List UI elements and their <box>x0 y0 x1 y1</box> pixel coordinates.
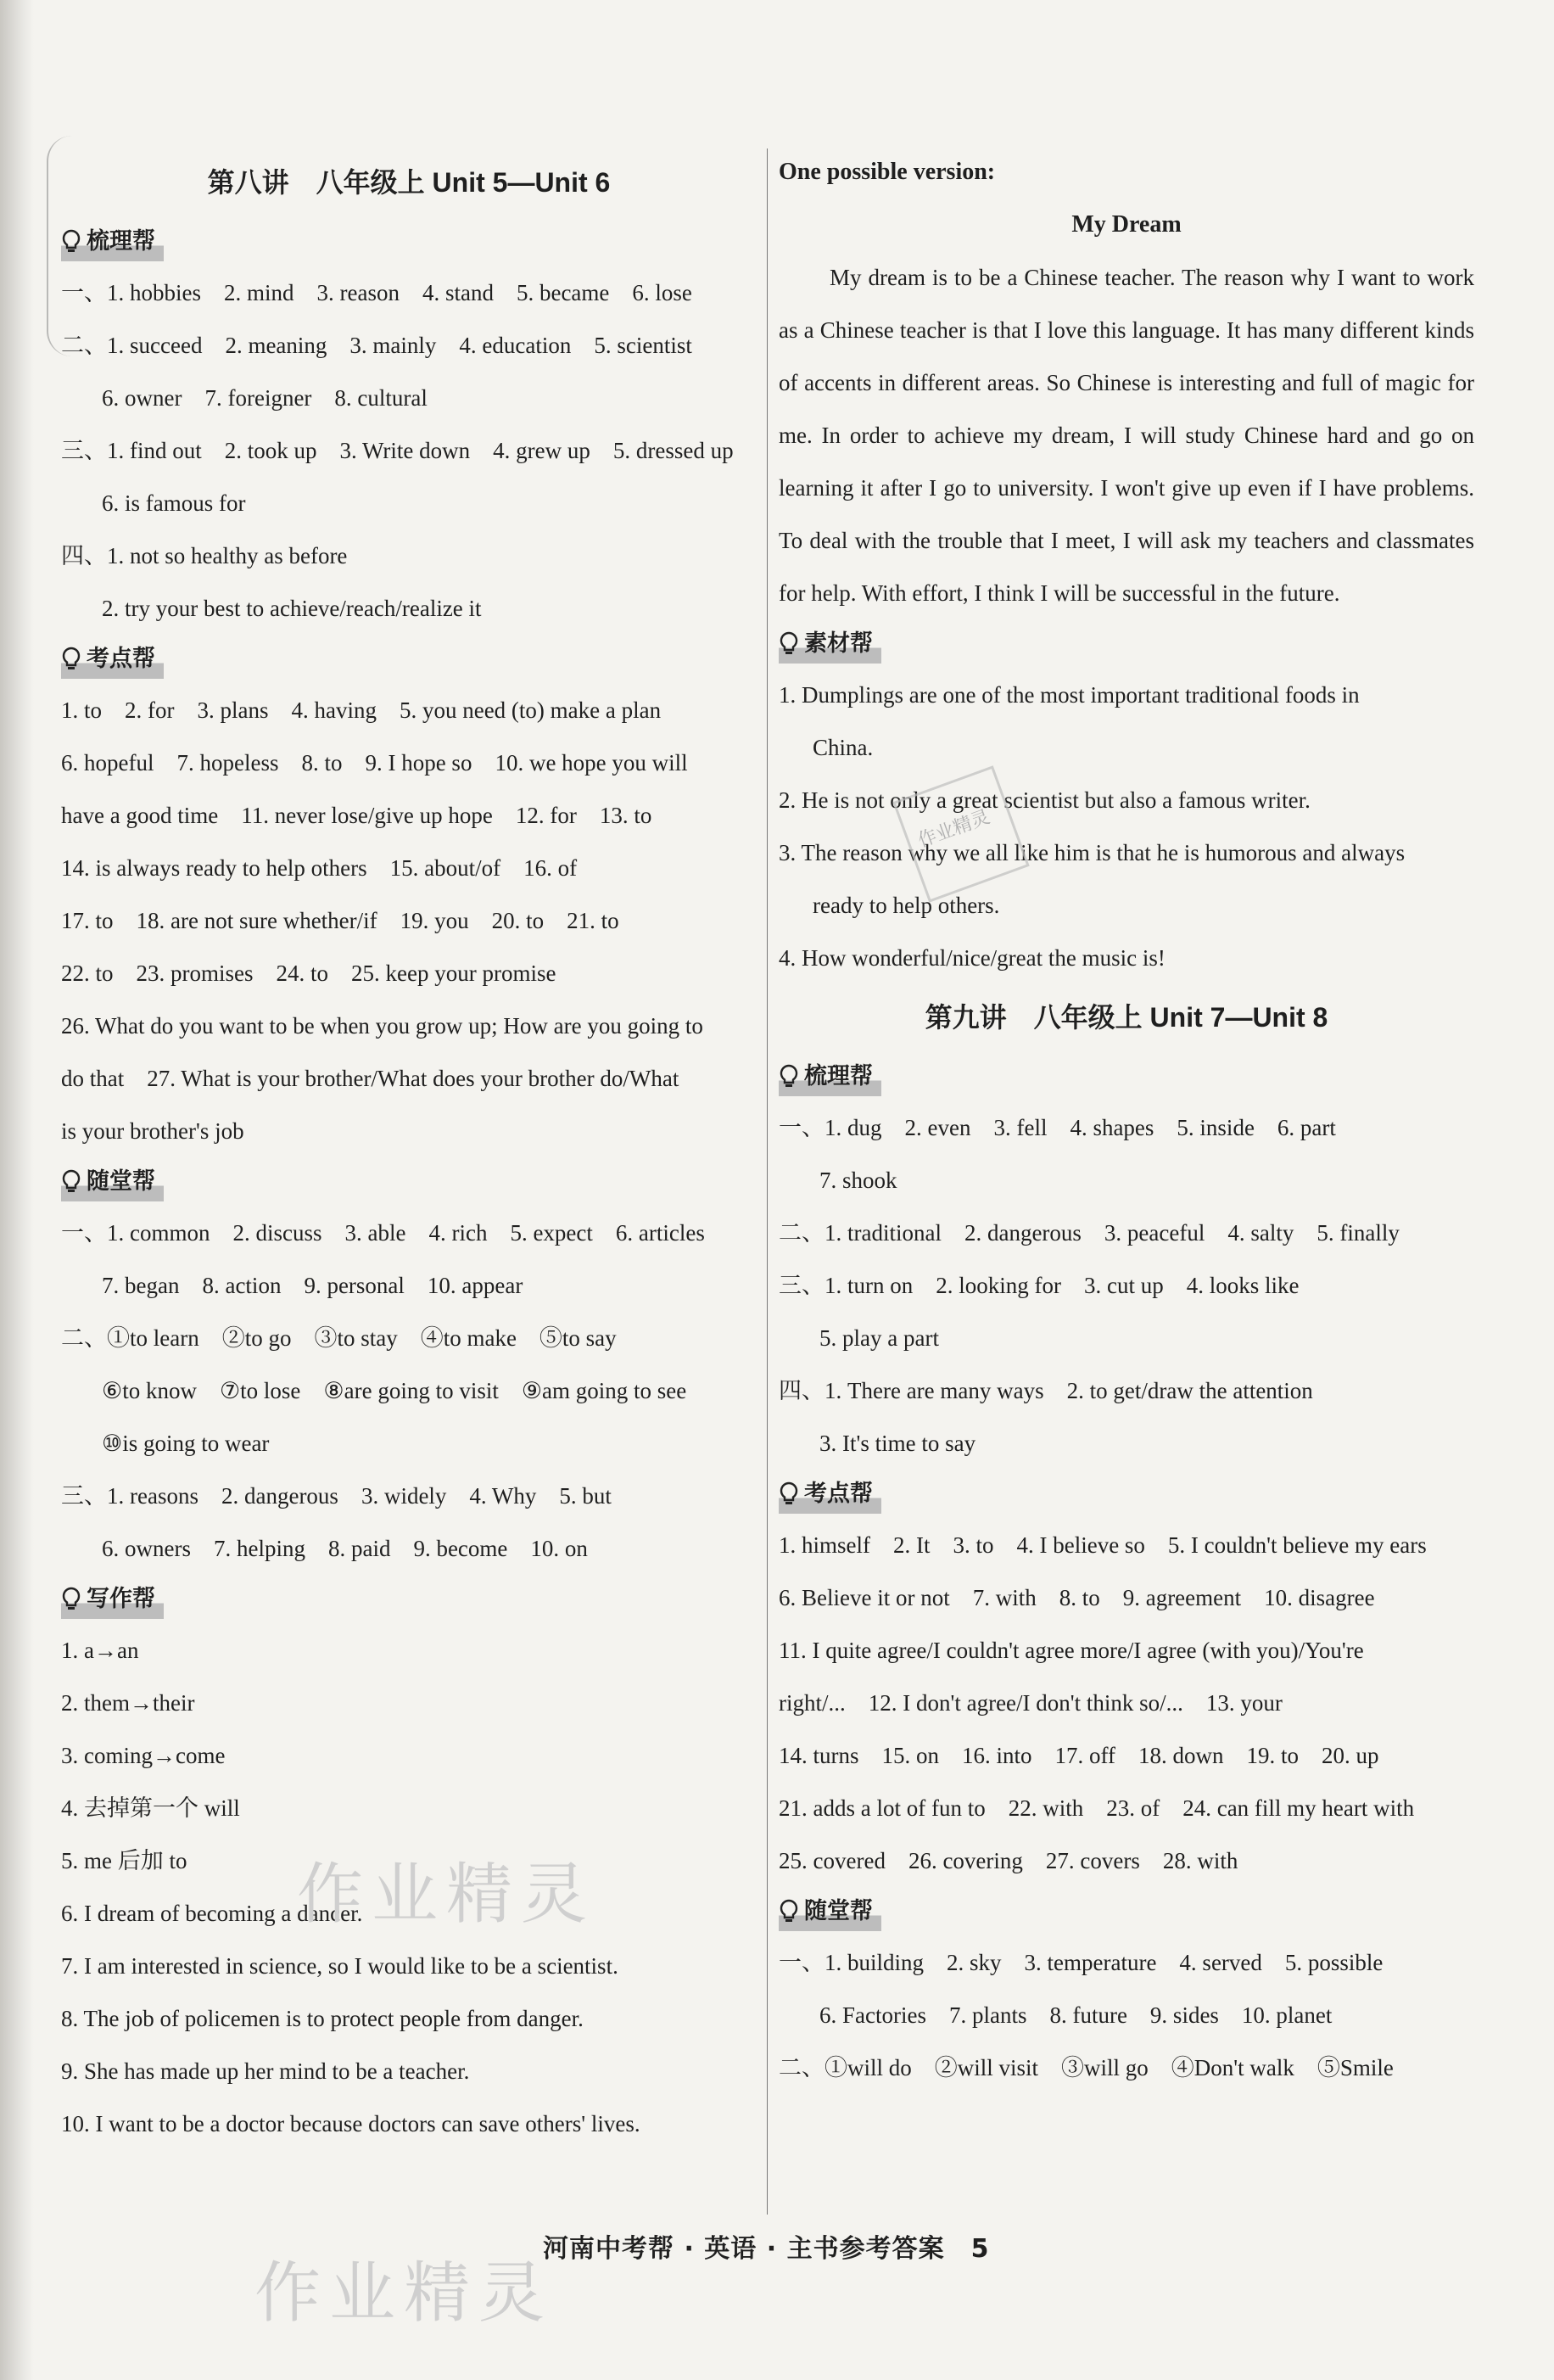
section-label: 考点帮 <box>87 646 155 672</box>
section-badge-shulibang <box>779 1057 881 1096</box>
section-label: 考点帮 <box>804 1481 873 1507</box>
answer-line: 6. Factories 7. plants 8. future 9. sides 10. planet <box>819 2002 1333 2028</box>
answer-line: 1. a→an <box>61 1638 139 1663</box>
answer-line: have a good time 11. never lose/give up hope 12. for 13. to <box>61 803 652 828</box>
answer-line: 四、1. There are many ways 2. to get/draw the attention <box>779 1378 1313 1403</box>
answer-line: 一、1. hobbies 2. mind 3. reason 4. stand 5. became 6. lose <box>61 280 692 305</box>
answer-line: 1. to 2. for 3. plans 4. having 5. you need (to) make a plan <box>61 697 662 723</box>
answer-line: 5. me 后加 to <box>61 1848 187 1873</box>
answer-line: 2. try your best to achieve/reach/realize it <box>102 596 482 621</box>
essay-title: My Dream <box>1071 211 1182 238</box>
answer-line: 1. himself 2. It 3. to 4. I believe so 5. I couldn't believe my ears <box>779 1532 1427 1558</box>
answer-line: 6. hopeful 7. hopeless 8. to 9. I hope so 10. we hope you will <box>61 750 688 776</box>
lightbulb-icon <box>61 229 81 255</box>
answer-line: 7. began 8. action 9. personal 10. appear <box>102 1273 523 1298</box>
section-label: 素材帮 <box>804 630 873 657</box>
version-label: One possible version: <box>779 159 996 185</box>
answer-line: 11. I quite agree/I couldn't agree more/I agree (with you)/You're <box>779 1638 1364 1663</box>
answer-line: 2. them→their <box>61 1690 195 1716</box>
section-badge-kaodianbang <box>779 1475 881 1514</box>
lightbulb-icon <box>779 1899 799 1924</box>
section-label: 随堂帮 <box>87 1168 155 1195</box>
section-label: 写作帮 <box>87 1586 155 1612</box>
answer-line: 二、①to learn ②to go ③to stay ④to make ⑤to say <box>61 1325 617 1351</box>
answer-line: 二、1. succeed 2. meaning 3. mainly 4. education 5. scientist <box>61 333 692 358</box>
answer-line: 二、1. traditional 2. dangerous 3. peaceful 4. salty 5. finally <box>779 1220 1400 1246</box>
answer-line: 2. He is not only a great scientist but also a famous writer. <box>779 787 1311 813</box>
lecture-9-title: 第九讲 八年级上 Unit 7—Unit 8 <box>925 1002 1328 1033</box>
answer-line: 一、1. common 2. discuss 3. able 4. rich 5. expect 6. articles <box>61 1220 705 1246</box>
watermark: 作业精灵 <box>297 1856 596 1933</box>
section-badge-suitangbang <box>779 1892 881 1931</box>
section-label: 梳理帮 <box>804 1063 873 1089</box>
answer-line: 1. Dumplings are one of the most important traditional foods in <box>779 682 1360 708</box>
section-badge-xiezuobang <box>61 1580 164 1619</box>
answer-line: ⑩is going to wear <box>102 1431 270 1456</box>
watermark: 作业精灵 <box>254 2255 554 2332</box>
answer-line: 22. to 23. promises 24. to 25. keep your promise <box>61 960 556 986</box>
answer-line: 21. adds a lot of fun to 22. with 23. of 24. can fill my heart with <box>779 1795 1415 1821</box>
answer-line: 25. covered 26. covering 27. covers 28. with <box>779 1848 1238 1873</box>
answer-line: 二、①will do ②will visit ③will go ④Don't walk ⑤Smile <box>779 2055 1394 2080</box>
answer-line: 一、1. building 2. sky 3. temperature 4. served 5. possible <box>779 1950 1384 1975</box>
lightbulb-icon <box>61 1169 81 1195</box>
answer-line: 6. owner 7. foreigner 8. cultural <box>102 385 428 411</box>
answer-line: is your brother's job <box>61 1118 244 1144</box>
answer-line: 6. owners 7. helping 8. paid 9. become 10. on <box>102 1536 588 1561</box>
answer-line: 9. She has made up her mind to be a teacher. <box>61 2058 470 2084</box>
lightbulb-icon <box>779 1481 799 1507</box>
answer-line: 14. is always ready to help others 15. about/of 16. of <box>61 855 578 881</box>
answer-line: 7. shook <box>819 1168 897 1193</box>
answer-line: 26. What do you want to be when you grow up; How are you going to <box>61 1013 703 1039</box>
answer-line: 6. is famous for <box>102 490 246 516</box>
answer-line: 一、1. dug 2. even 3. fell 4. shapes 5. inside 6. part <box>779 1115 1336 1140</box>
answer-line: 5. play a part <box>819 1325 939 1351</box>
answer-line: right/... 12. I don't agree/I don't think so/... 13. your <box>779 1690 1283 1716</box>
answer-line: 四、1. not so healthy as before <box>61 543 348 568</box>
answer-line: 三、1. reasons 2. dangerous 3. widely 4. Why 5. but <box>61 1483 612 1509</box>
answer-line: 3. coming→come <box>61 1743 226 1768</box>
lightbulb-icon <box>779 1064 799 1089</box>
answer-line: 14. turns 15. on 16. into 17. off 18. down 19. to 20. up <box>779 1743 1379 1768</box>
stamp-text: 作业精灵 <box>915 806 993 853</box>
lightbulb-icon <box>61 1587 81 1612</box>
answer-line: 3. The reason why we all like him is that he is humorous and always <box>779 840 1406 865</box>
answer-line: do that 27. What is your brother/What does your brother do/What <box>61 1066 679 1091</box>
column-divider <box>767 148 768 2215</box>
answer-line: ⑥to know ⑦to lose ⑧are going to visit ⑨am going to see <box>102 1378 687 1403</box>
page-footer: 河南中考帮 · 英语 · 主书参考答案 5 <box>543 2234 990 2264</box>
lightbulb-icon <box>61 647 81 672</box>
section-badge-kaodianbang <box>61 640 164 679</box>
answer-line: 三、1. find out 2. took up 3. Write down 4. grew up 5. dressed up <box>61 438 734 463</box>
answer-line: 8. The job of policemen is to protect people from danger. <box>61 2006 584 2031</box>
answer-line: 6. I dream of becoming a dancer. <box>61 1901 363 1926</box>
answer-line: 4. 去掉第一个 will <box>61 1795 240 1821</box>
answer-line: 7. I am interested in science, so I would like to be a scientist. <box>61 1953 618 1979</box>
answer-line: ready to help others. <box>813 893 1000 918</box>
section-badge-sucaibang <box>779 624 881 664</box>
scan-edge <box>0 0 34 2380</box>
essay-body: My dream is to be a Chinese teacher. The reason why I want to work as a Chinese teacher is that I love this language. It has many different kinds of accents in different areas. So Chinese is interesting and full of magic for me. In order to achieve my dream, I will study Chinese hard and go on learning it after I go to university. I won't give up even if I have problems. To deal with the trouble that I meet, I will ask my teachers and classmates for help. With effort, I think I will be successful in the future. <box>779 265 1474 606</box>
section-badge-shulibang <box>61 222 164 261</box>
answer-line: 三、1. turn on 2. looking for 3. cut up 4. looks like <box>779 1273 1300 1298</box>
answer-line: 17. to 18. are not sure whether/if 19. you 20. to 21. to <box>61 908 619 933</box>
answer-line: 10. I want to be a doctor because doctors can save others' lives. <box>61 2111 640 2136</box>
section-label: 随堂帮 <box>804 1898 873 1924</box>
section-label: 梳理帮 <box>87 228 155 255</box>
lightbulb-icon <box>779 631 799 657</box>
answer-line: China. <box>813 735 874 760</box>
answer-line: 6. Believe it or not 7. with 8. to 9. agreement 10. disagree <box>779 1585 1375 1610</box>
right-column <box>779 146 1474 2094</box>
lecture-8-title: 第八讲 八年级上 Unit 5—Unit 6 <box>207 167 611 198</box>
answer-line: 3. It's time to say <box>819 1431 976 1456</box>
section-badge-suitangbang <box>61 1162 164 1201</box>
answer-line: 4. How wonderful/nice/great the music is! <box>779 945 1166 971</box>
